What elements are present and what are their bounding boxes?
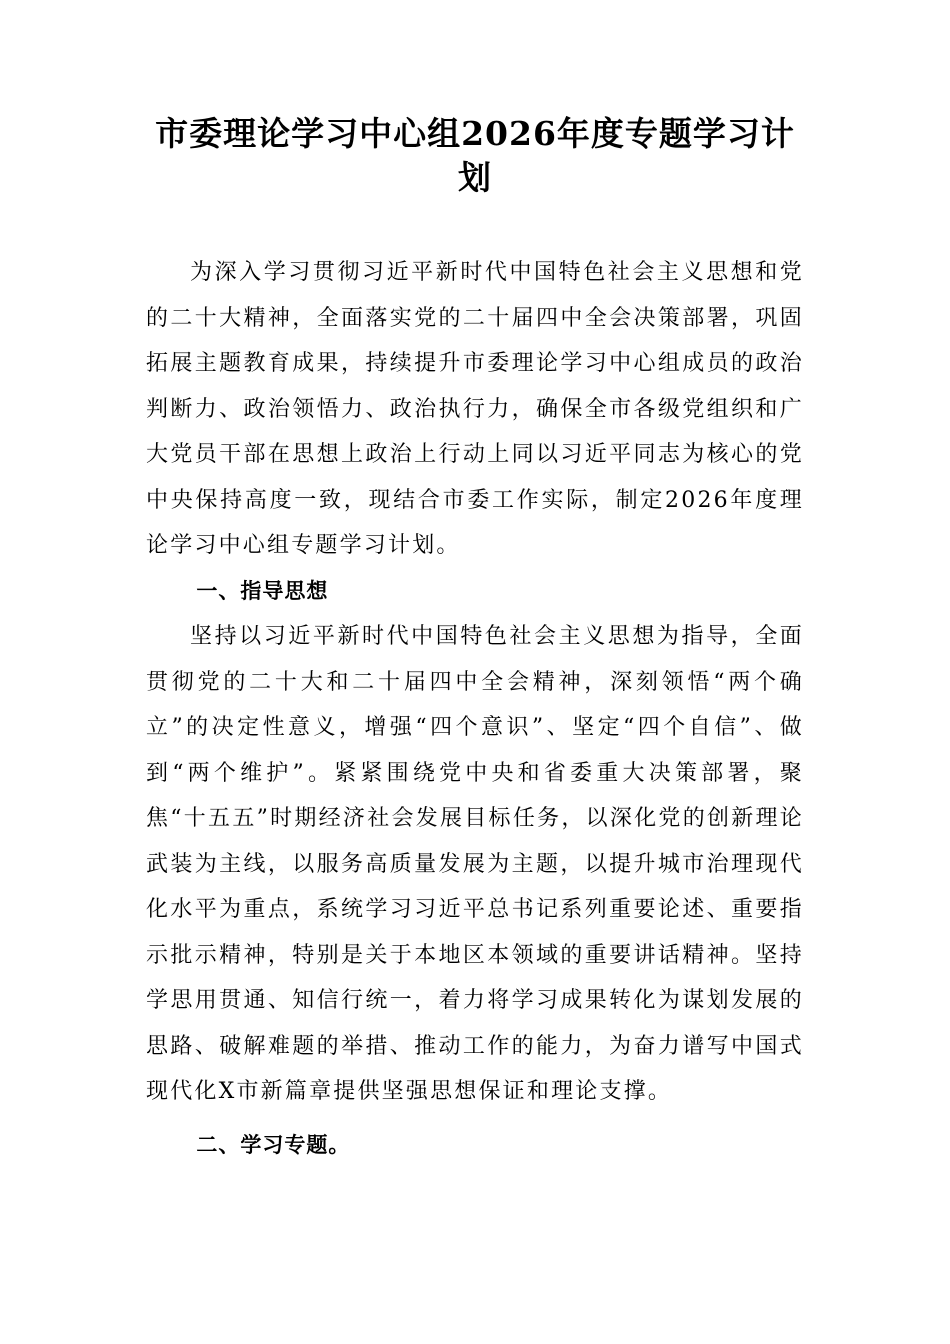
section-heading-guiding-ideology: 一、指导思想: [196, 578, 329, 603]
document-title: 市委理论学习中心组2026年度专题学习计划: [155, 114, 795, 197]
intro-paragraph: 为深入学习贯彻习近平新时代中国特色社会主义思想和党的二十大精神，全面落实党的二十届四中全会决策部署，巩固拓展主题教育成果，持续提升市委理论学习中心组成员的政治判断力、政治领悟力、政治执行力，确保全市各级党组织和广大党员干部在思想上政治上行动上同以习近平同志为核心的党中央保持高度一致，现结合市委工作实际，制定2026年度理论学习中心组专题学习计划。: [146, 260, 804, 558]
guiding-ideology-paragraph: 坚持以习近平新时代中国特色社会主义思想为指导，全面贯彻党的二十大和二十届四中全会精神，深刻领悟“两个确立”的决定性意义，增强“四个意识”、坚定“四个自信”、做到“两个维护”。紧紧围绕党中央和省委重大决策部署，聚焦“十五五”时期经济社会发展目标任务，以深化党的创新理论武装为主线，以服务高质量发展为主题，以提升城市治理现代化水平为重点，系统学习习近平总书记系列重要论述、重要指示批示精神，特别是关于本地区本领域的重要讲话精神。坚持学思用贯通、知信行统一，着力将学习成果转化为谋划发展的思路、破解难题的举措、推动工作的能力，为奋力谱写中国式现代化X市新篇章提供坚强思想保证和理论支撑。: [146, 624, 804, 1104]
section-heading-study-topics: 二、学习专题。: [196, 1132, 351, 1157]
document-body: [146, 250, 804, 1168]
